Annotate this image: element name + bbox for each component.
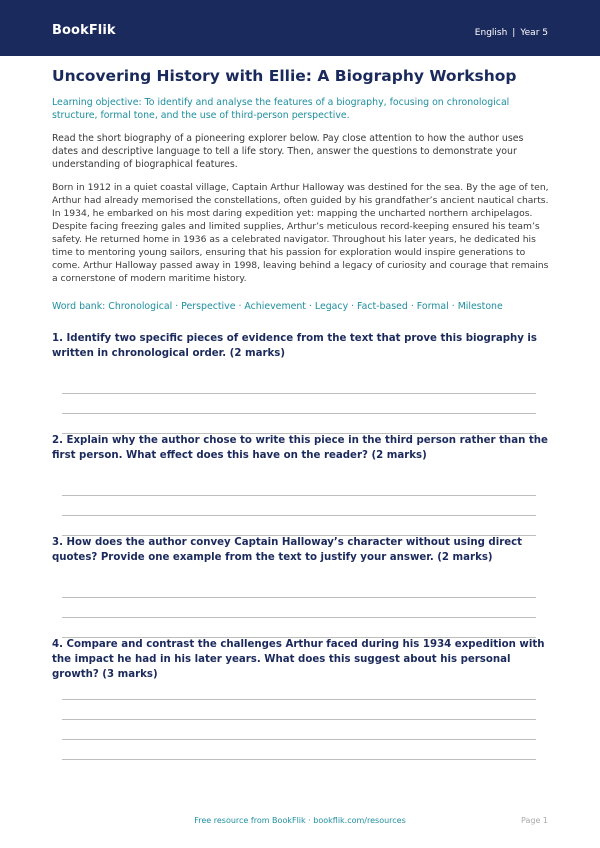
answer-line[interactable] <box>62 515 536 516</box>
answer-line[interactable] <box>62 739 536 740</box>
question-3: 3. How does the author convey Captain Halloway’s character without using direct quotes? Provide one example from the text to justify your answer. (2 marks) <box>52 537 523 563</box>
answer-line[interactable] <box>62 759 536 760</box>
answer-line[interactable] <box>62 393 536 394</box>
brand-logo-text: BookFlik <box>52 23 116 38</box>
header-bar <box>0 0 600 56</box>
worksheet-title: Uncovering History with Ellie: A Biography Workshop <box>52 67 517 85</box>
learning-objective: Learning objective: To identify and analyse the features of a biography, focusing on chronological structure, formal tone, and the use of third-person perspective. <box>52 97 510 121</box>
answer-line[interactable] <box>62 617 536 618</box>
intro-instructions: Read the short biography of a pioneering explorer below. Pay close attention to how the author uses dates and descriptive language to tell a life story. Then, answer the questions to demonstrate your understanding of biographical features. <box>52 133 524 170</box>
answer-line[interactable] <box>62 413 536 414</box>
header-separator: | <box>512 28 516 38</box>
question-4: 4. Compare and contrast the challenges Arthur faced during his 1934 expedition with the impact he had in his later years. What does this suggest about his personal growth? (3 marks) <box>52 639 545 680</box>
answer-line[interactable] <box>62 495 536 496</box>
word-bank: Word bank: Chronological · Perspective · Achievement · Legacy · Fact-based · Formal · Milestone <box>52 301 503 312</box>
answer-line[interactable] <box>62 719 536 720</box>
header-meta <box>475 28 548 39</box>
page-number: Page 1 <box>521 816 548 825</box>
question-1: 1. Identify two specific pieces of evidence from the text that prove this biography is written in chronological order. (2 marks) <box>52 333 537 359</box>
answer-line[interactable] <box>62 699 536 700</box>
biography-text: Born in 1912 in a quiet coastal village, Captain Arthur Halloway was destined for the sea. By the age of ten, Arthur had already memorised the constellations, often guided by his grandfather’s ancient nautical charts. In 1934, he embarked on his most daring expedition yet: mapping the uncharted northern archipelagos. Despite facing freezing gales and limited supplies, Arthur’s meticulous record-keeping ensured his team’s safety. He returned home in 1936 as a celebrated navigator. Throughout his later years, he dedicated his time to mentoring young sailors, ensuring that his passion for exploration would inspire generations to come. Arthur Halloway passed away in 1998, leaving behind a legacy of curiosity and courage that remains a cornerstone of modern maritime history. <box>52 182 549 284</box>
answer-line[interactable] <box>62 597 536 598</box>
subject-label: English <box>474 28 508 38</box>
question-2: 2. Explain why the author chose to write this piece in the third person rather than the first person. What effect does this have on the reader? (2 marks) <box>52 435 548 461</box>
footer-source-link[interactable]: Free resource from BookFlik · bookflik.com/resources <box>194 816 406 825</box>
year-label: Year 5 <box>520 28 548 38</box>
